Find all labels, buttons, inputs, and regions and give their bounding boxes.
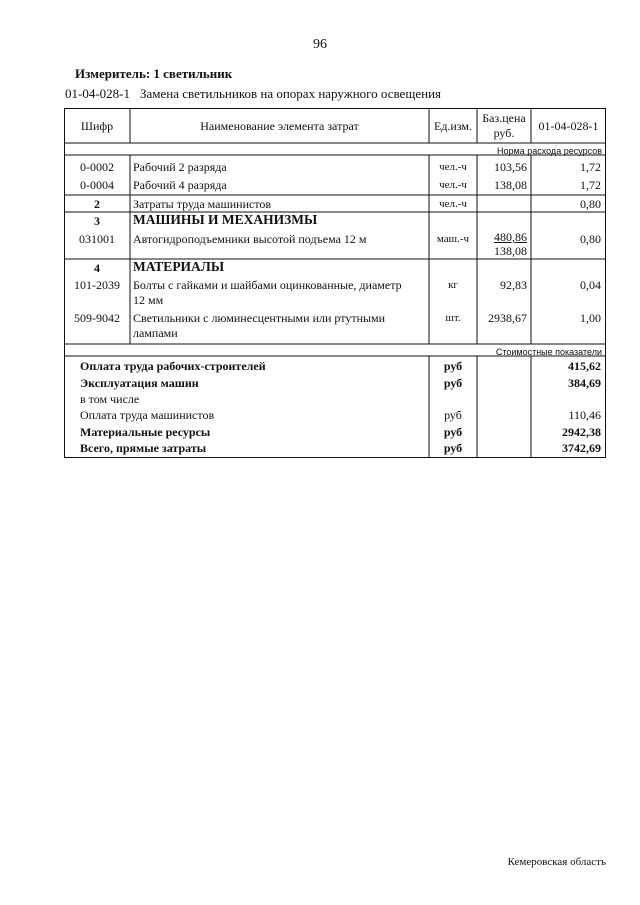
- header-base-price-line2: руб.: [493, 126, 515, 140]
- total-including-label: в том числе: [80, 392, 140, 406]
- section4-item2-price: 2938,67: [488, 311, 527, 325]
- row-worker4-name: Рабочий 4 разряда: [133, 178, 227, 192]
- resource-table: [64, 108, 606, 458]
- row-machinist-name: Затраты труда машинистов: [133, 197, 272, 211]
- total-machines-unit: руб: [443, 376, 463, 390]
- section4-title: МАТЕРИАЛЫ: [133, 259, 225, 274]
- section3-item-price2: 138,08: [494, 244, 527, 258]
- norm-code: 01-04-028-1: [65, 86, 130, 101]
- row-worker4-code: 0-0004: [80, 178, 114, 192]
- section3-title: МАШИНЫ И МЕХАНИЗМЫ: [133, 212, 318, 227]
- row-worker2-name: Рабочий 2 разряда: [133, 160, 227, 174]
- total-machinists-unit: руб: [444, 408, 462, 422]
- total-workers-unit: руб: [443, 359, 463, 373]
- section4-number: 4: [94, 261, 100, 275]
- row-worker2-price: 103,56: [494, 160, 527, 174]
- section4-item2-code: 509-9042: [74, 311, 120, 325]
- section4-item1-unit: кг: [448, 279, 458, 291]
- total-machinists-label: Оплата труда машинистов: [80, 408, 215, 422]
- total-materials-value: 2942,38: [562, 425, 601, 439]
- total-materials-label: Материальные ресурсы: [80, 425, 211, 439]
- total-machines-label: Эксплуатация машин: [80, 376, 199, 390]
- section4-item1-name-line1: Болты с гайками и шайбами оцинкованные, диаметр: [133, 278, 402, 292]
- section4-item2-name-line2: лампами: [133, 326, 178, 340]
- total-workers-label: Оплата труда рабочих-строителей: [80, 359, 266, 373]
- section4-item2-unit: шт.: [445, 312, 461, 324]
- section3-item-unit: маш.-ч: [436, 233, 470, 245]
- header-base-price-line1: Баз.цена: [482, 111, 526, 125]
- section3-item-name: Автогидроподъемники высотой подъема 12 м: [133, 232, 367, 246]
- row-machinist-unit: чел.-ч: [439, 198, 467, 210]
- total-direct-unit: руб: [443, 441, 463, 455]
- row-worker2-qty: 1,72: [580, 160, 601, 174]
- section4-item1-code: 101-2039: [74, 278, 120, 292]
- section3-item-code: 031001: [79, 232, 115, 246]
- row-worker4-qty: 1,72: [580, 178, 601, 192]
- total-materials-unit: руб: [443, 425, 463, 439]
- section4-item1-name-line2: 12 мм: [133, 293, 164, 307]
- total-workers-value: 415,62: [568, 359, 601, 373]
- row-worker2-code: 0-0002: [80, 160, 114, 174]
- row-machinist-code: 2: [94, 197, 100, 211]
- meter-heading: Измеритель: 1 светильник: [75, 66, 233, 81]
- header-name: Наименование элемента затрат: [200, 119, 359, 133]
- header-unit: Ед.изм.: [433, 119, 473, 133]
- section3-number: 3: [94, 214, 100, 228]
- total-machines-value: 384,69: [568, 376, 601, 390]
- section4-item2-qty: 1,00: [580, 311, 601, 325]
- header-code: Шифр: [80, 119, 114, 133]
- section3-item-qty: 0,80: [580, 232, 601, 246]
- row-worker4-unit: чел.-ч: [439, 179, 467, 191]
- norm-heading: [65, 86, 441, 102]
- total-direct-label: Всего, прямые затраты: [80, 441, 207, 455]
- section4-item1-qty: 0,04: [580, 278, 601, 292]
- total-machinists-value: 110,46: [568, 408, 601, 422]
- norm-title: Замена светильников на опорах наружного освещения: [140, 86, 442, 101]
- total-direct-value: 3742,69: [562, 441, 601, 455]
- section4-item1-price: 92,83: [500, 278, 527, 292]
- header-norm: 01-04-028-1: [538, 119, 599, 133]
- row-worker4-price: 138,08: [494, 178, 527, 192]
- footer-region: Кемеровская область: [507, 856, 606, 868]
- row-worker2-unit: чел.-ч: [439, 161, 467, 173]
- section3-item-price1: 480,86: [494, 230, 527, 244]
- section4-item2-name-line1: Светильники с люминесцентными или ртутными: [133, 311, 386, 325]
- row-machinist-qty: 0,80: [580, 197, 601, 211]
- page-number: 96: [313, 37, 327, 52]
- subheader-cost: Стоимостные показатели: [495, 347, 602, 357]
- subheader-norm: Норма расхода ресурсов: [497, 146, 602, 156]
